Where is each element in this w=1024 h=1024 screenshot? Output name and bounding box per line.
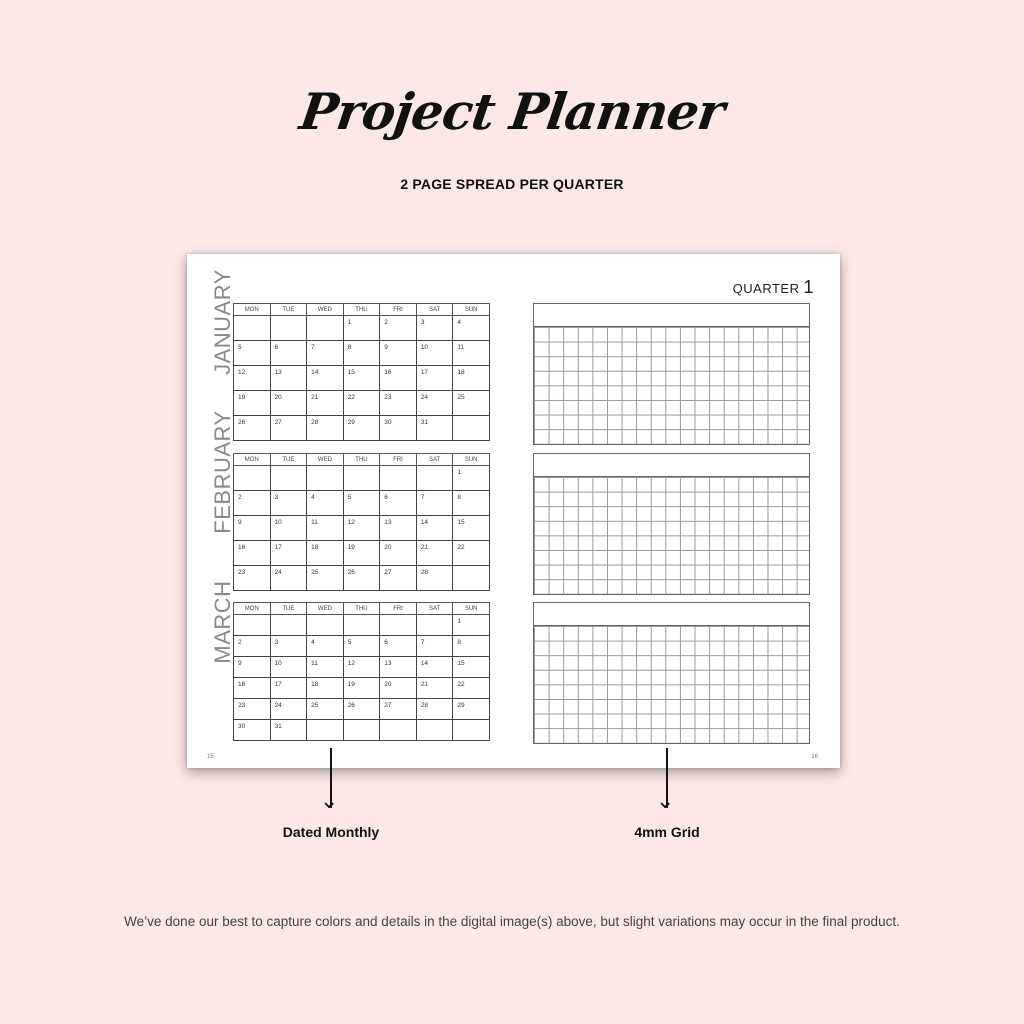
calendar-day-cell [307,615,344,636]
calendar-day-cell: 8 [343,341,380,366]
calendar-day-cell [307,720,344,741]
weekday-header: WED [307,603,344,615]
calendar-day-cell: 10 [270,516,307,541]
calendar-day-cell: 29 [453,699,490,720]
calendar-day-cell: 2 [380,316,417,341]
calendar-day-cell: 19 [234,391,271,416]
calendar-day-cell: 23 [234,566,271,591]
calendar-day-cell: 15 [343,366,380,391]
calendar-day-cell: 24 [416,391,453,416]
planner-spread [187,254,840,768]
calendar-day-cell: 28 [416,566,453,591]
weekday-header: SUN [453,603,490,615]
grid-block-1 [533,303,810,445]
calendar-day-cell: 6 [380,491,417,516]
calendar-day-cell: 3 [270,491,307,516]
quarter-label: QUARTER [732,281,800,296]
arrow-down-icon: ⌄ [656,788,675,813]
calendar-day-cell: 8 [453,491,490,516]
calendar-day-cell: 17 [416,366,453,391]
calendar-day-cell: 15 [453,657,490,678]
calendar-week-row [234,491,490,516]
calendar-day-cell: 22 [453,678,490,699]
calendar-day-cell: 21 [416,541,453,566]
calendar-day-cell: 28 [416,699,453,720]
calendar-day-cell: 3 [416,316,453,341]
weekday-header: SUN [453,454,490,466]
calendar-day-cell: 10 [416,341,453,366]
weekday-header: THU [343,454,380,466]
calendar-day-cell [416,466,453,491]
grid-header-box [533,602,810,626]
calendar-day-cell: 23 [380,391,417,416]
calendar-day-cell: 22 [343,391,380,416]
calendar-day-cell [453,566,490,591]
calendar-day-cell: 7 [416,491,453,516]
calendar-day-cell: 20 [380,678,417,699]
weekday-header: FRI [380,454,417,466]
calendar-day-cell: 31 [416,416,453,441]
arrow-down-icon: ⌄ [320,788,339,813]
calendar-day-cell: 8 [453,636,490,657]
calendar-day-cell: 10 [270,657,307,678]
weekday-header: SUN [453,304,490,316]
calendar-day-cell [380,615,417,636]
calendar-day-cell: 6 [380,636,417,657]
calendar-day-cell [234,466,271,491]
grid-block-2 [533,453,810,595]
page-subtitle: 2 PAGE SPREAD PER QUARTER [400,176,624,192]
calendar-day-cell: 18 [307,541,344,566]
calendar-week-row [234,720,490,741]
calendar-day-cell: 3 [270,636,307,657]
weekday-header: FRI [380,304,417,316]
calendar-day-cell [380,720,417,741]
calendar-week-row [234,657,490,678]
calendar-day-cell: 26 [234,416,271,441]
calendar-march [233,602,490,741]
calendar-week-row [234,316,490,341]
calendar-day-cell: 26 [343,699,380,720]
calendar-day-cell: 9 [234,657,271,678]
calendar-day-cell: 13 [380,657,417,678]
weekday-header: TUE [270,304,307,316]
calendar-week-row [234,678,490,699]
calendar-day-cell: 16 [380,366,417,391]
calendar-day-cell: 16 [234,541,271,566]
weekday-header: THU [343,603,380,615]
grid-block-3 [533,602,810,744]
calendar-day-cell [416,615,453,636]
calendar-day-cell [453,720,490,741]
calendar-week-row [234,615,490,636]
grid-4mm [533,327,810,445]
calendar-day-cell: 23 [234,699,271,720]
weekday-header-row [234,603,490,615]
calendar-day-cell: 21 [416,678,453,699]
calendar-day-cell [453,416,490,441]
calendar-day-cell [234,615,271,636]
calendar-day-cell: 1 [453,615,490,636]
weekday-header: SAT [416,603,453,615]
calendar-week-row [234,391,490,416]
weekday-header: WED [307,454,344,466]
calendar-day-cell: 17 [270,678,307,699]
calendar-day-cell: 31 [270,720,307,741]
calendar-day-cell: 15 [453,516,490,541]
calendar-week-row [234,516,490,541]
calendar-week-row [234,636,490,657]
calendar-day-cell: 27 [380,566,417,591]
calendar-day-cell: 11 [307,516,344,541]
calendar-day-cell: 4 [307,636,344,657]
calendar-day-cell [270,466,307,491]
grid-4mm [533,477,810,595]
calendar-day-cell [343,720,380,741]
weekday-header-row [234,454,490,466]
calendar-day-cell: 19 [343,678,380,699]
calendar-day-cell: 22 [453,541,490,566]
caption-dated-monthly: Dated Monthly [282,824,380,840]
calendar-week-row [234,699,490,720]
calendar-day-cell [416,720,453,741]
calendar-day-cell: 27 [380,699,417,720]
weekday-header: TUE [270,454,307,466]
calendar-day-cell: 28 [307,416,344,441]
calendar-day-cell: 1 [453,466,490,491]
calendar-day-cell: 14 [416,516,453,541]
calendar-day-cell: 24 [270,566,307,591]
calendar-day-cell [380,466,417,491]
calendar-day-cell: 6 [270,341,307,366]
calendar-day-cell [270,316,307,341]
month-label-march: MARCH [210,580,235,664]
page-number-right: 16 [811,754,818,760]
disclaimer-text: We’ve done our best to capture colors and details in the digital image(s) above, but slight variations may occur in the final product. [124,914,900,929]
calendar-day-cell: 11 [453,341,490,366]
weekday-header: TUE [270,603,307,615]
calendar-day-cell [234,316,271,341]
weekday-header: MON [234,304,271,316]
grid-header-box [533,303,810,327]
month-label-february: FEBRUARY [210,410,235,534]
calendar-day-cell: 20 [270,391,307,416]
weekday-header-row [234,304,490,316]
calendar-day-cell: 25 [307,699,344,720]
calendar-day-cell: 18 [307,678,344,699]
weekday-header: THU [343,304,380,316]
weekday-header: SAT [416,304,453,316]
calendar-day-cell [307,316,344,341]
calendar-day-cell: 24 [270,699,307,720]
calendar-day-cell: 29 [343,416,380,441]
weekday-header: FRI [380,603,417,615]
weekday-header: MON [234,603,271,615]
calendar-day-cell: 2 [234,636,271,657]
quarter-number: 1 [803,277,814,297]
calendar-day-cell [343,615,380,636]
calendar-day-cell: 11 [307,657,344,678]
calendar-day-cell: 2 [234,491,271,516]
calendar-january [233,303,490,441]
calendar-day-cell: 9 [234,516,271,541]
calendar-day-cell: 16 [234,678,271,699]
calendar-day-cell: 5 [234,341,271,366]
calendar-day-cell: 12 [343,516,380,541]
calendar-week-row [234,341,490,366]
calendar-day-cell: 30 [234,720,271,741]
quarter-heading [733,277,814,298]
caption-4mm-grid: 4mm Grid [634,824,700,840]
calendar-day-cell: 5 [343,636,380,657]
calendar-week-row [234,541,490,566]
calendar-february [233,453,490,591]
calendar-day-cell [343,466,380,491]
page-number-left: 15 [207,754,214,760]
calendar-week-row [234,366,490,391]
calendar-day-cell: 14 [416,657,453,678]
calendar-day-cell [307,466,344,491]
calendar-day-cell: 20 [380,541,417,566]
grid-header-box [533,453,810,477]
calendar-day-cell: 25 [453,391,490,416]
calendar-day-cell: 1 [343,316,380,341]
calendar-day-cell: 14 [307,366,344,391]
calendar-day-cell: 26 [343,566,380,591]
month-label-january: JANUARY [210,269,235,375]
weekday-header: WED [307,304,344,316]
calendar-day-cell: 12 [234,366,271,391]
calendar-day-cell: 9 [380,341,417,366]
calendar-week-row [234,416,490,441]
page-title: Project Planner [296,82,728,141]
calendar-day-cell: 18 [453,366,490,391]
calendar-day-cell: 4 [453,316,490,341]
calendar-day-cell: 19 [343,541,380,566]
calendar-day-cell: 17 [270,541,307,566]
calendar-day-cell [270,615,307,636]
calendar-week-row [234,566,490,591]
grid-4mm [533,626,810,744]
calendar-day-cell: 27 [270,416,307,441]
calendar-day-cell: 30 [380,416,417,441]
calendar-day-cell: 7 [416,636,453,657]
calendar-week-row [234,466,490,491]
calendar-day-cell: 4 [307,491,344,516]
calendar-day-cell: 25 [307,566,344,591]
calendar-day-cell: 7 [307,341,344,366]
weekday-header: MON [234,454,271,466]
calendar-day-cell: 13 [380,516,417,541]
weekday-header: SAT [416,454,453,466]
calendar-day-cell: 13 [270,366,307,391]
calendar-day-cell: 21 [307,391,344,416]
calendar-day-cell: 5 [343,491,380,516]
calendar-day-cell: 12 [343,657,380,678]
